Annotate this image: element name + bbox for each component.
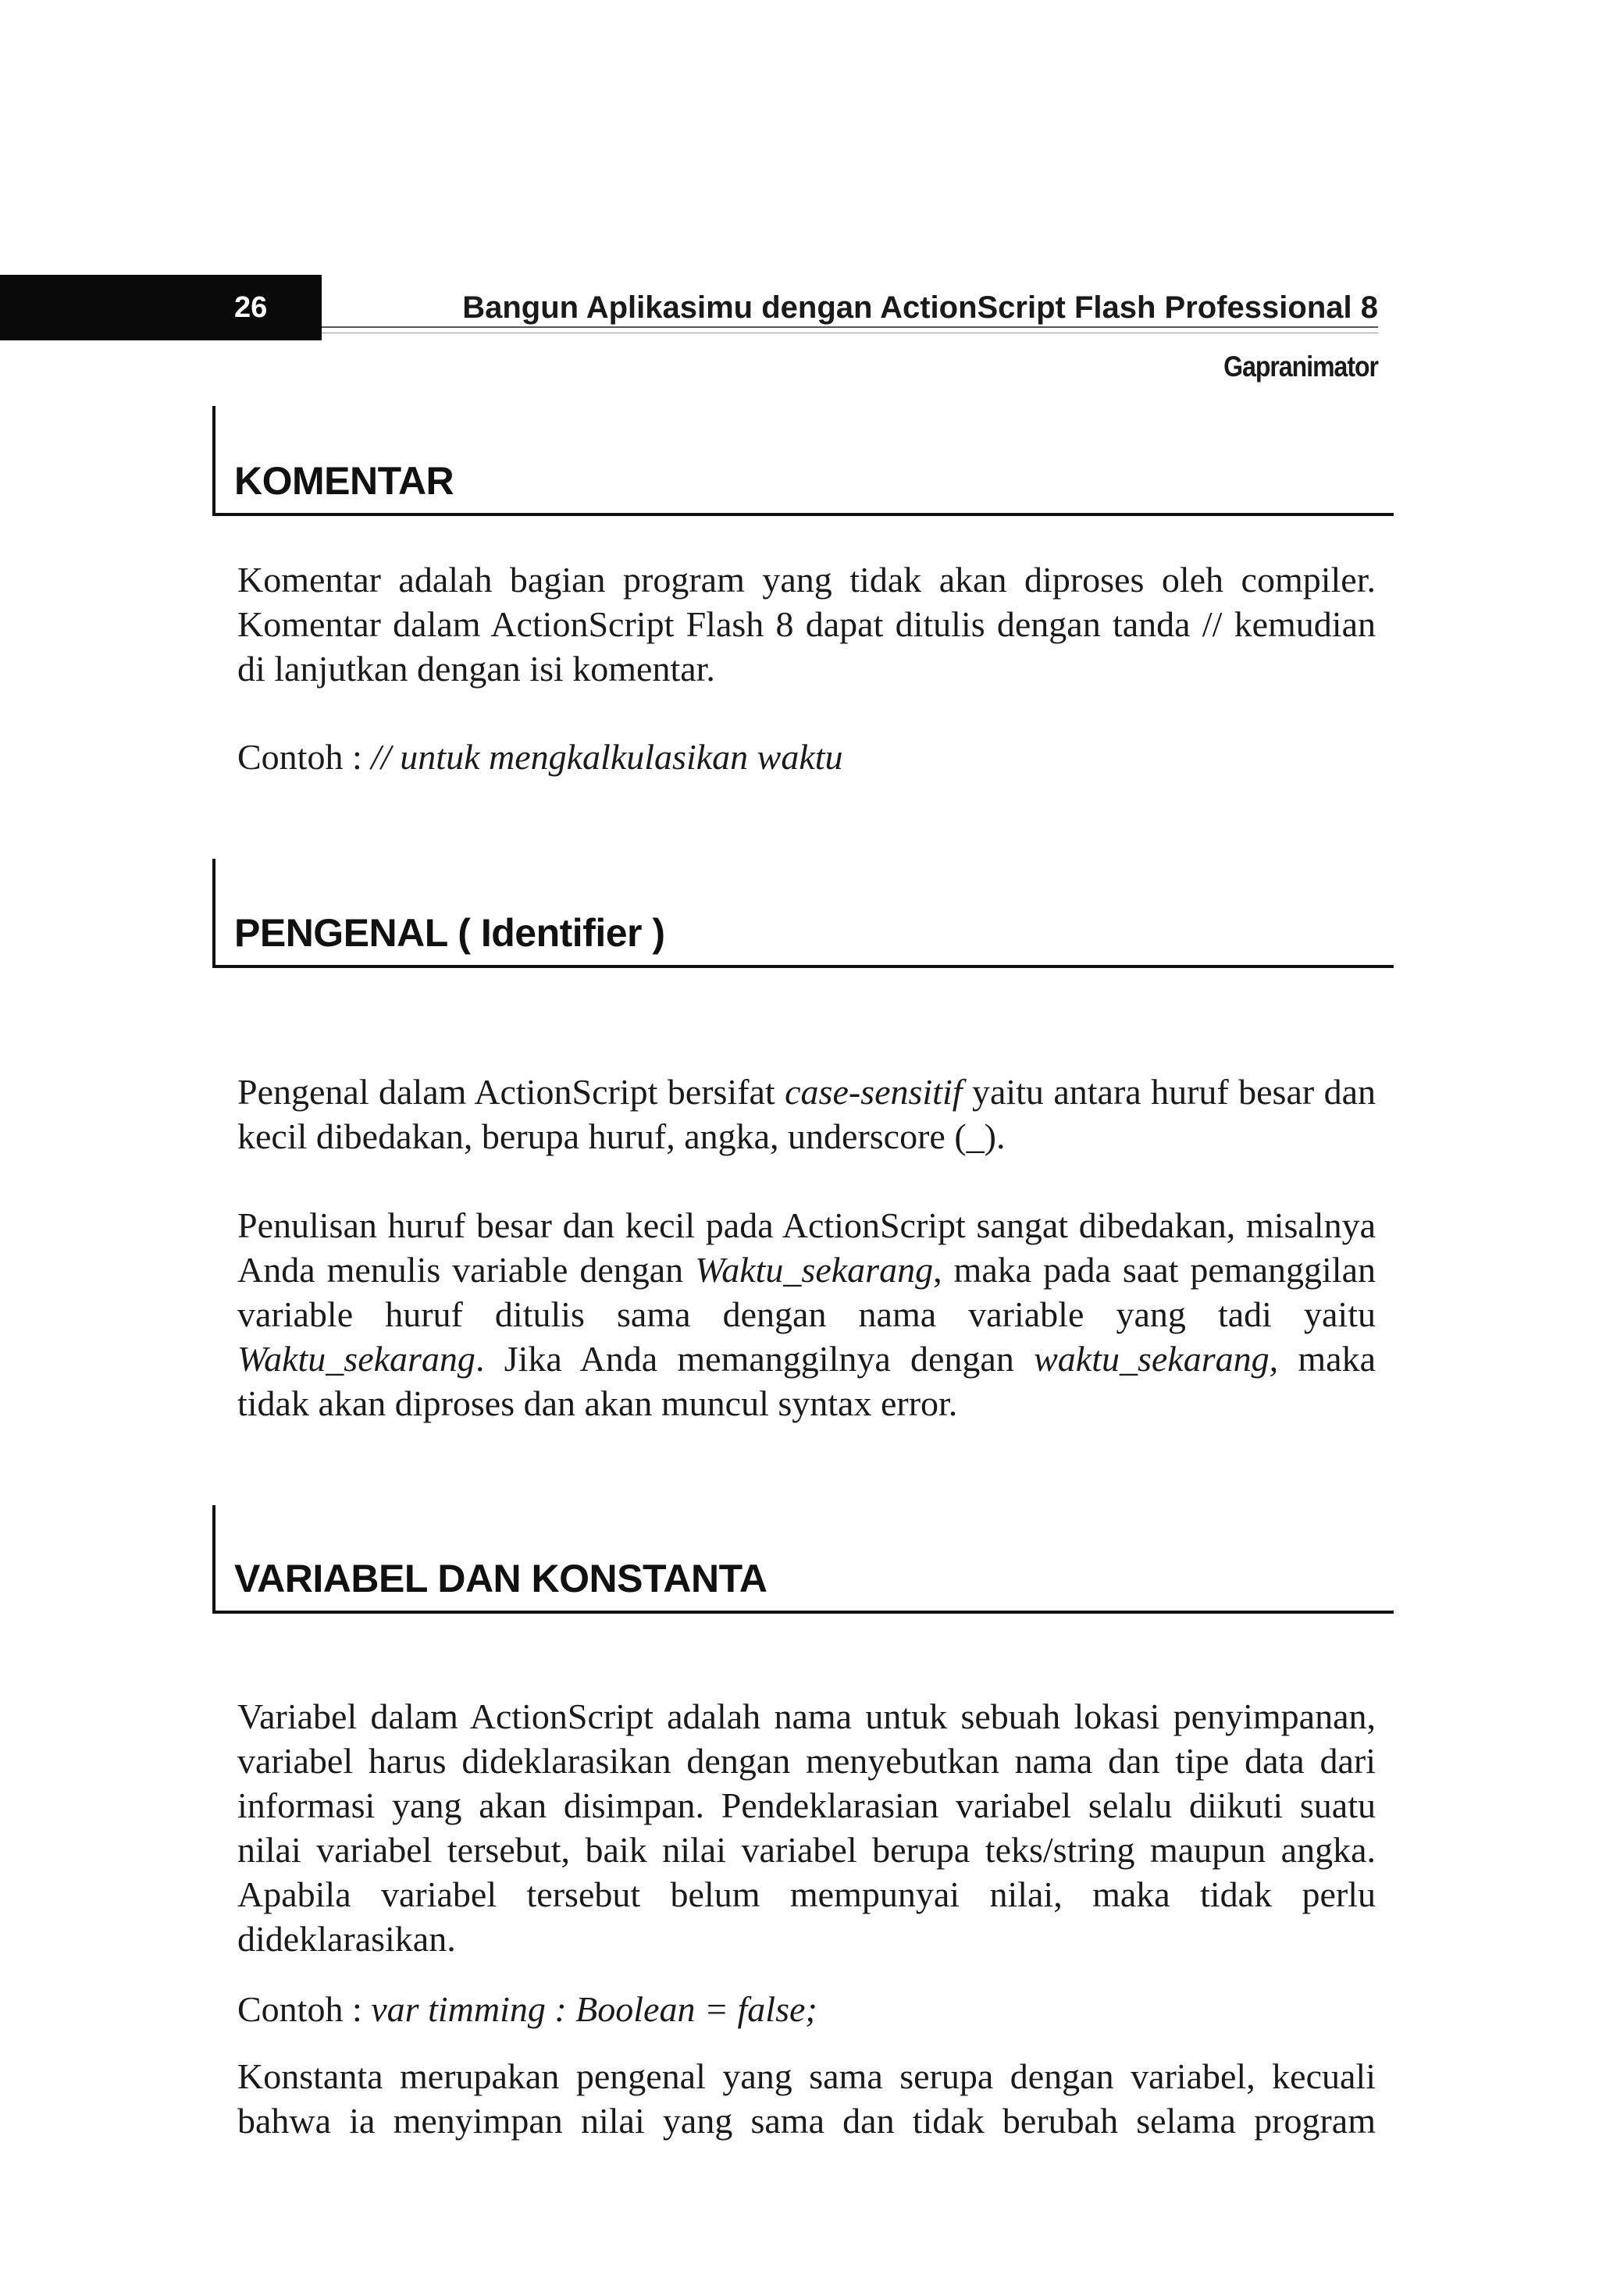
heading-bracket-underline [212, 513, 1394, 516]
text-run: maka tidak akan diproses dan akan muncul syntax error. [237, 1339, 1376, 1423]
section-title: KOMENTAR [234, 459, 454, 503]
heading-bracket-underline [212, 965, 1394, 968]
heading-bracket-vertical [212, 859, 215, 968]
paragraph: Konstanta merupakan pengenal yang sama serupa dengan variabel, kecuali bahwa ia menyimpan nilai yang sama dan tidak berubah selama program [237, 2056, 1376, 2141]
heading-bracket-vertical [212, 1505, 215, 1614]
text-run: yaitu antara huruf besar dan kecil dibedakan, berupa huruf, angka, underscore (_). [237, 1072, 1376, 1156]
running-header-author: Gapranimator [1223, 350, 1378, 383]
paragraph [237, 1070, 1376, 1159]
page-number: 26 [234, 291, 268, 324]
section-heading-komentar [212, 406, 1394, 516]
paragraph [237, 1203, 1376, 1426]
heading-bracket-vertical [212, 406, 215, 516]
section-title: VARIABEL DAN KONSTANTA [234, 1557, 767, 1600]
text-run: . Jika Anda memanggilnya dengan [475, 1339, 1035, 1379]
header-rule [322, 326, 1378, 328]
italic-term: Waktu_sekarang [695, 1250, 934, 1290]
running-header-title: Bangun Aplikasimu dengan ActionScript Flash Professional 8 [462, 290, 1378, 325]
example-line [237, 735, 1376, 779]
section-heading-variabel-konstanta [212, 1505, 1394, 1614]
section-title: PENGENAL ( Identifier ) [234, 911, 665, 955]
text-run: , maka pada saat pemanggilan variable huruf ditulis sama dengan nama variable yang tadi yaitu [237, 1250, 1376, 1334]
section-heading-pengenal [212, 859, 1394, 968]
italic-term: waktu_sekarang, [1034, 1339, 1279, 1379]
heading-bracket-underline [212, 1611, 1394, 1614]
example-label: Contoh : [237, 1989, 372, 2029]
example-code: // untuk mengkalkulasikan waktu [371, 737, 843, 777]
example-code: var timming : Boolean = false; [371, 1989, 817, 2029]
text-run: Pengenal dalam ActionScript bersifat [237, 1072, 785, 1112]
italic-term: Waktu_sekarang [237, 1339, 475, 1379]
example-label: Contoh : [237, 737, 372, 777]
paragraph: Variabel dalam ActionScript adalah nama untuk sebuah lokasi penyimpanan, variabel harus dideklarasikan dengan menyebutkan nama dan tipe data dari informasi yang akan disimpan. Pendeklarasian variabel selalu diikuti suatu nilai variabel tersebut, baik nilai variabel berupa teks/string maupun angka. Apabila variabel tersebut belum mempunyai nilai, maka tidak perlu dideklarasikan. [237, 1696, 1376, 1959]
example-line [237, 1987, 1376, 2031]
italic-term: case-sensitif [785, 1072, 963, 1112]
text-run: Penulisan huruf besar dan kecil pada ActionScript sangat dibedakan, misalnya Anda menulis variable dengan [237, 1205, 1376, 1290]
paragraph: Komentar adalah bagian program yang tidak akan diproses oleh compiler. Komentar dalam ActionScript Flash 8 dapat ditulis dengan tanda // kemudian di lanjutkan dengan isi komentar. [237, 560, 1376, 689]
